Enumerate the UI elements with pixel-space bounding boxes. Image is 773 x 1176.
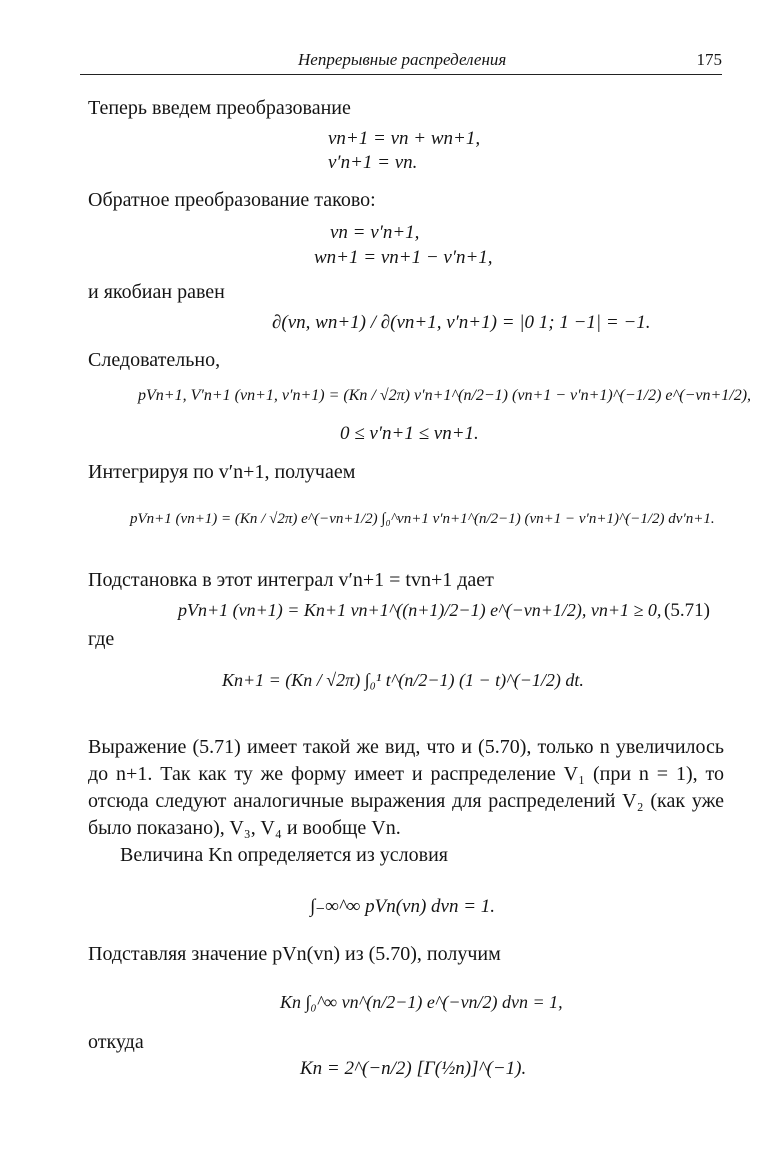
equation-transform-1: vn+1 = vn + wn+1, — [328, 128, 481, 149]
page-number: 175 — [696, 50, 722, 69]
page-header — [80, 50, 722, 75]
equation-normalization: ∫₋∞^∞ pVn(vn) dvn = 1. — [310, 896, 496, 917]
equation-jacobian: ∂(vn, wn+1) / ∂(vn+1, v′n+1) = |0 1; 1 −1| = −1. — [272, 312, 651, 333]
therefore-text: Следовательно, — [88, 349, 221, 371]
equation-5-71: pVn+1 (vn+1) = Kn+1 vn+1^((n+1)/2−1) e^(−vn+1/2), vn+1 ≥ 0, — [178, 600, 662, 620]
where-text: где — [88, 628, 115, 650]
jacobian-intro-text: и якобиан равен — [88, 281, 225, 303]
equation-constant: Kn+1 = (Kn / √2π) ∫₀¹ t^(n/2−1) (1 − t)^(−1/2) dt. — [222, 670, 584, 690]
running-title: Непрерывные распределения — [298, 50, 507, 69]
equation-inverse-1: vn = v′n+1, — [330, 222, 420, 243]
equation-inverse-2: wn+1 = vn+1 − v′n+1, — [314, 247, 493, 268]
paragraph-2: Величина Kn определяется из условия — [120, 844, 448, 866]
substituting-text: Подставляя значение pVn(vn) из (5.70), получим — [88, 943, 501, 965]
equation-joint-range: 0 ≤ v′n+1 ≤ vn+1. — [340, 423, 479, 444]
equation-joint-density: pVn+1, V′n+1 (vn+1, v′n+1) = (Kn / √2π) v′n+1^(n/2−1) (vn+1 − v′n+1)^(−1/2) e^(−vn+1/2), — [138, 387, 752, 404]
whence-text: откуда — [88, 1031, 144, 1053]
equation-kn: Kn = 2^(−n/2) [Γ(½n)]^(−1). — [300, 1058, 527, 1079]
substitution-text: Подстановка в этот интеграл v′n+1 = tvn+1 дает — [88, 569, 494, 591]
integrating-text: Интегрируя по v′n+1, получаем — [88, 461, 356, 483]
paragraph-1: Выражение (5.71) имеет такой же вид, что и (5.70), только n увеличилось до n+1. Так как ту же форму имеет и распределение V₁ (при n = 1), то отсюда следуют аналогичные выражения для распределений V₂ (как уже было показано), V₃, V₄ и вообще Vn. — [88, 736, 724, 839]
equation-transform-2: v′n+1 = vn. — [328, 152, 418, 173]
equation-number-5-71: (5.71) — [664, 600, 710, 621]
equation-marginal-density: pVn+1 (vn+1) = (Kn / √2π) e^(−vn+1/2) ∫₀^vn+1 v′n+1^(n/2−1) (vn+1 − v′n+1)^(−1/2) dv′n+1. — [130, 511, 715, 527]
equation-integral-value: Kn ∫₀^∞ vn^(n/2−1) e^(−vn/2) dvn = 1, — [280, 992, 563, 1012]
intro-text: Теперь введем преобразование — [88, 97, 351, 119]
inverse-intro-text: Обратное преобразование таково: — [88, 189, 376, 211]
